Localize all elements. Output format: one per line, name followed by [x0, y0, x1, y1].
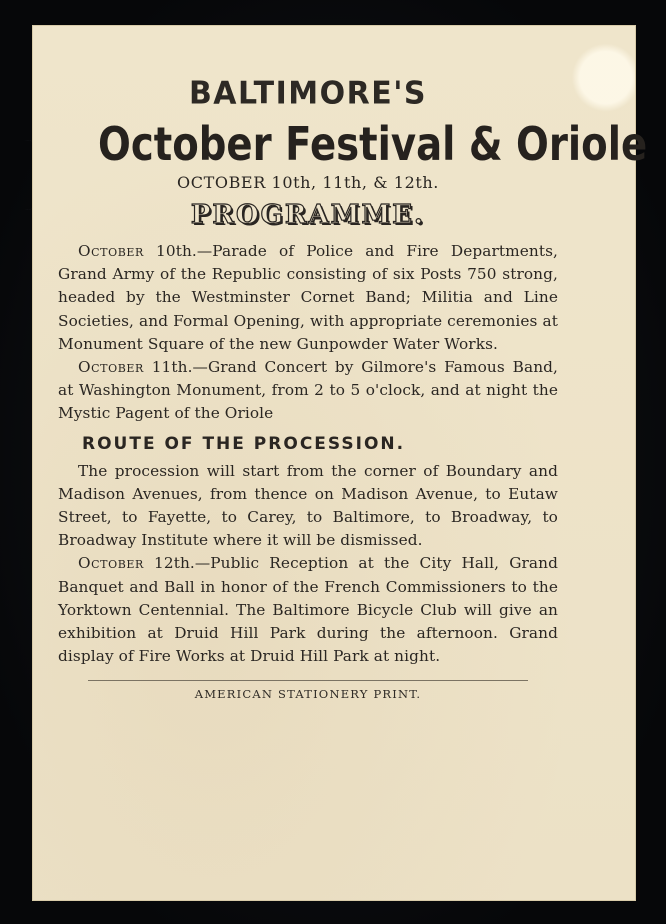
handbill-content	[58, 70, 648, 705]
day-two-label: October	[78, 358, 144, 377]
day-two-text: 11th.—Grand Concert by Gilmore's Famous Band, at Washington Monument, from 2 to 5 o'clock, and at night the Mystic Pagent of the Oriole	[58, 358, 558, 423]
day-two-paragraph	[58, 356, 558, 426]
day-one-text: 10th.—Parade of Police and Fire Departments, Grand Army of the Republic consisting of six Posts 750 strong, headed by the Westminster Cornet Band; Militia and Line Societies, and Formal Opening, with appropriate ceremonies at Monument Square of the new Gunpowder Water Works.	[58, 242, 558, 353]
programme-heading: PROGRAMME.	[190, 200, 426, 230]
day-one-paragraph	[58, 240, 558, 356]
footer-divider	[88, 680, 528, 681]
festival-title: October Festival & Oriole	[98, 117, 648, 171]
city-heading: BALTIMORE'S	[188, 75, 428, 112]
route-heading: ROUTE OF THE PROCESSION.	[82, 433, 406, 454]
day-one-label: October	[78, 242, 144, 260]
day-three-label: October	[78, 554, 144, 573]
printer-credit: AMERICAN STATIONERY PRINT.	[194, 687, 422, 702]
festival-dates: OCTOBER 10th, 11th, & 12th.	[177, 173, 439, 192]
route-paragraph: The procession will start from the corner of Boundary and Madison Avenues, from thence on Madison Avenue, to Eutaw Street, to Fayette, to Carey, to Baltimore, to Broadway, to Broadway Institute where it will be dismissed.	[58, 461, 558, 550]
day-three-text: 12th.—Public Reception at the City Hall, Grand Banquet and Ball in honor of the French Commissioners to the Yorktown Centennial. The Baltimore Bicycle Club will give an exhibition at Druid Hill Park during the afternoon. Grand display of Fire Works at Druid Hill Park at night.	[58, 554, 558, 666]
day-three-paragraph	[58, 552, 558, 668]
